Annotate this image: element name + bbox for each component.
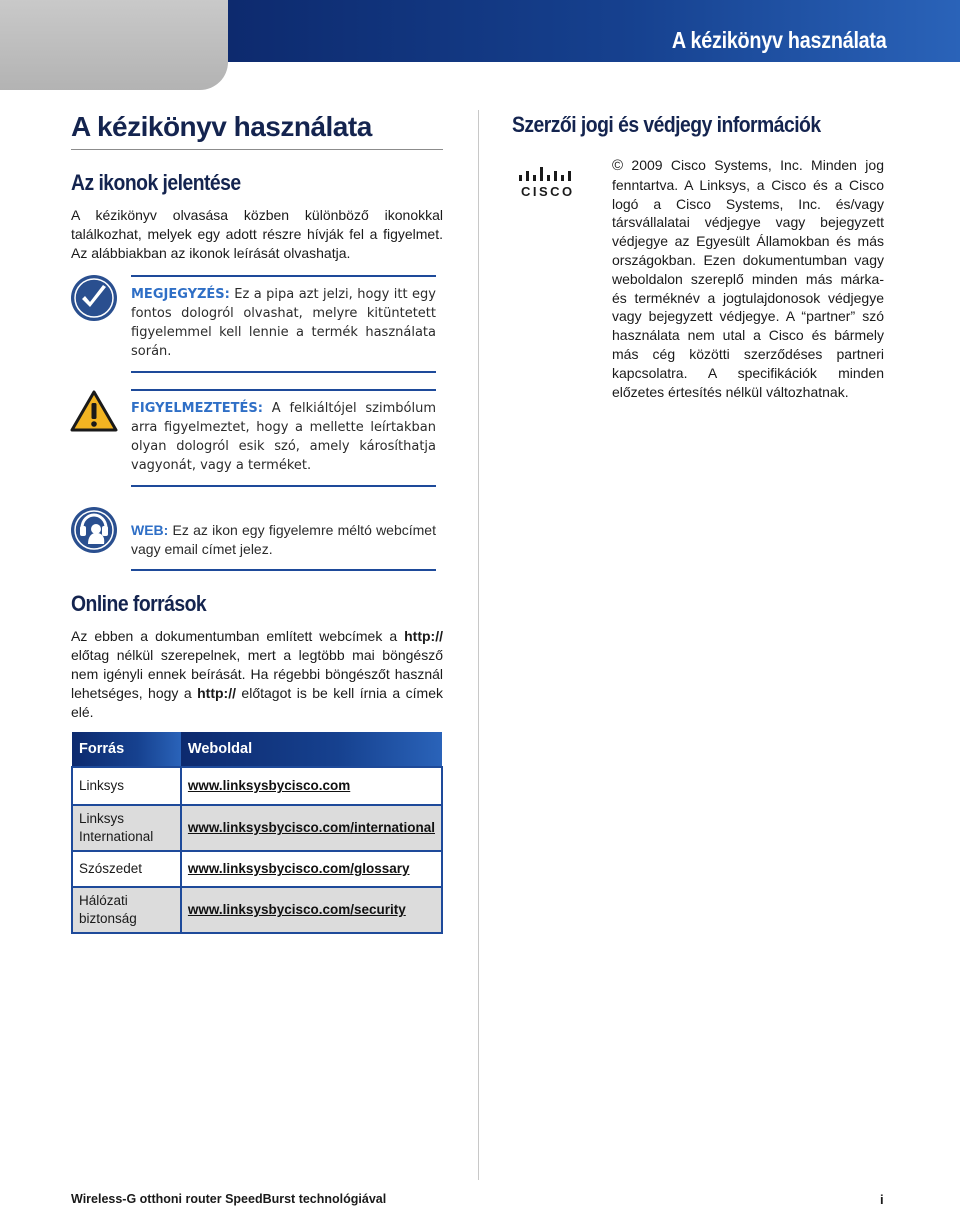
table-header-source: Forrás <box>72 732 181 767</box>
warning-icon <box>70 390 118 432</box>
table-cell-link[interactable]: www.linksysbycisco.com/glossary <box>181 851 442 887</box>
web-callout <box>131 507 436 571</box>
online-text-part: Az ebben a dokumentumban említett webcímek a <box>71 628 405 644</box>
icons-intro: A kézikönyv olvasása közben különböző ikonokkal találkozhat, melyek egy adott részre hívják fel a figyelmet. Az alábbiakban az ikonok leírását olvashatja. <box>71 207 443 261</box>
icons-heading: Az ikonok jelentése <box>71 170 241 195</box>
warning-label: FIGYELMEZTETÉS: <box>131 401 263 416</box>
column-divider <box>478 110 479 1180</box>
table-row <box>72 767 442 805</box>
header-bar <box>228 0 960 62</box>
table-cell-link[interactable]: www.linksysbycisco.com/international <box>181 805 442 851</box>
online-text-bold: http:// <box>404 628 443 644</box>
table-row <box>72 805 442 851</box>
copyright-symbol: © <box>612 157 624 174</box>
copyright-body: 2009 Cisco Systems, Inc. Minden jog fenntartva. A Linksys, a Cisco és a Cisco logó a Cisco Systems, Inc. és/vagy társvállalatai védjegye vagy bejegyzett védjegye az Egyesült Államokban és más országokban. Ezen dokumentumban vagy weboldalon szereplő minden más márka- és terméknév a jogtulajdonosok védjegye vagy bejegyzett védjegye. A “partner” szó használata nem utal a Cisco és bármely más cég közötti szerződéses partneri kapcsolatra. A specifikációk minden előzetes értesítés nélkül változhatnak. <box>612 157 884 400</box>
note-text: Ez a pipa azt jelzi, hogy itt egy fontos dologról olvashat, melyre kitüntetett figyelemmel kell lennie a termék használata során. <box>131 287 436 359</box>
table-row <box>72 887 442 933</box>
table-cell-link[interactable]: www.linksysbycisco.com/security <box>181 887 442 933</box>
web-text: Ez az ikon egy figyelemre méltó webcímet vagy email címet jelez. <box>131 522 436 557</box>
copyright-text <box>612 156 884 401</box>
resources-table <box>71 732 443 934</box>
online-text <box>71 627 443 722</box>
table-row <box>72 851 442 887</box>
copyright-heading: Szerzői jogi és védjegy információk <box>512 112 821 137</box>
footer-product: Wireless-G otthoni router SpeedBurst technológiával <box>71 1192 387 1206</box>
online-text-bold: http:// <box>197 685 236 701</box>
table-cell-source: Szószedet <box>72 851 181 887</box>
note-callout <box>131 275 436 373</box>
table-cell-source: Hálózati biztonság <box>72 887 181 933</box>
table-cell-source: Linksys <box>72 767 181 805</box>
table-cell-source: Linksys International <box>72 805 181 851</box>
online-text-part: előtag nélkül szerepelnek, mert a legtöbb mai böngésző nem igényli ennek beírását. Ha régebbi böngészőt használ lehetséges, hogy a <box>71 647 443 701</box>
note-label: MEGJEGYZÉS: <box>131 287 230 302</box>
web-label: WEB: <box>131 522 169 538</box>
page-title: A kézikönyv használata <box>71 111 443 150</box>
checkmark-icon <box>70 274 118 322</box>
online-heading: Online források <box>71 591 207 616</box>
header-title: A kézikönyv használata <box>671 27 886 53</box>
page-number: i <box>880 1192 884 1207</box>
cisco-logo-icon <box>518 166 574 184</box>
header-grey-tab <box>0 0 228 90</box>
cisco-logo-text: CISCO <box>521 184 575 199</box>
warning-callout <box>131 389 436 487</box>
online-text-part: előtagot is be kell írnia a címek elé. <box>71 685 443 720</box>
table-cell-link[interactable]: www.linksysbycisco.com <box>181 767 442 805</box>
web-icon <box>70 506 118 554</box>
table-header-row <box>72 732 442 767</box>
warning-text: A felkiáltójel szimbólum arra figyelmeztet, hogy a mellette leírtakban olyan dologról esik szó, amely károsíthatja vagyonát, vagy a terméket. <box>131 401 436 473</box>
table-header-site: Weboldal <box>181 732 442 767</box>
